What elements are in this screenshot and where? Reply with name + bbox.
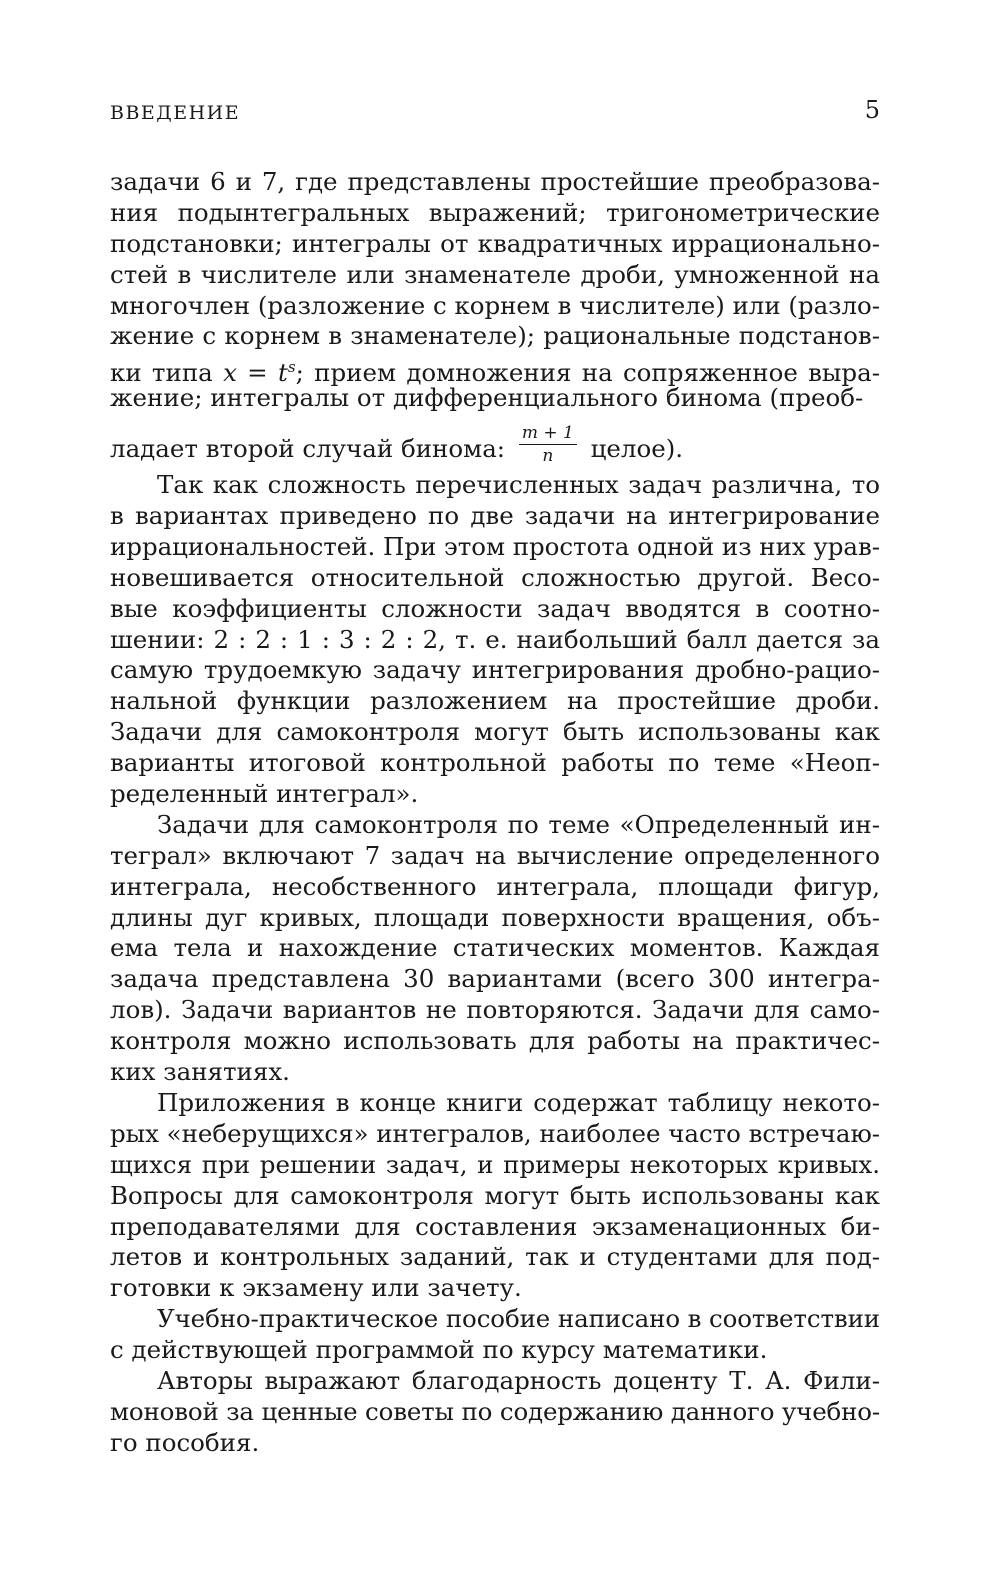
text-line: нальной функции разложением на простейшие дроби. [110, 686, 880, 716]
text-line: Приложения в конце книги содержат таблицу некото- [157, 1087, 880, 1117]
text-line: в вариантах приведено по две задачи на интегрирование [110, 501, 880, 531]
math-variable-x: x [223, 358, 237, 388]
text-line: ния подынтегральных выражений; тригонометрические [110, 197, 880, 227]
text-fragment: целое). [582, 434, 684, 464]
text-line: интеграла, несобственного интеграла, площади фигур, [110, 871, 880, 901]
paragraph-6 [110, 1366, 880, 1459]
text-line: ределенный интеграл». [110, 779, 419, 809]
paragraph-5 [110, 1304, 880, 1366]
paragraph-4 [110, 1088, 880, 1304]
text-line: шении: 2 : 2 : 1 : 3 : 2 : 2, т. е. наибольший балл дается за [110, 624, 880, 654]
text-line: го пособия. [110, 1427, 260, 1457]
text-line: варианты итоговой контрольной работы по теме «Неоп- [110, 748, 880, 778]
text-line: Авторы выражают благодарность доценту Т. А. Фили- [157, 1365, 880, 1395]
text-line: готовки к экзамену или зачету. [110, 1273, 522, 1303]
text-line: многочлен (разложение с корнем в числителе) или (разло- [110, 290, 880, 320]
text-line: жение с корнем в знаменателе); рациональные подстанов- [110, 321, 880, 351]
text-line: длины дуг кривых, площади поверхности вращения, объ- [110, 902, 880, 932]
text-line: новешивается относительной сложностью другой. Весо- [110, 562, 880, 592]
paragraph-1 [110, 167, 880, 470]
text-line: щихся при решении задач, и примеры некоторых кривых. [110, 1149, 880, 1179]
text-fragment: ладает второй случай бинома: [110, 434, 513, 464]
fraction-denominator: n [542, 446, 554, 467]
page-number: 5 [864, 96, 880, 124]
text-line: контроля можно использовать для работы на практичес- [110, 1026, 880, 1056]
paragraph-2 [110, 470, 880, 810]
text-line: моновой за ценные советы по содержанию данного учебно- [110, 1396, 880, 1426]
running-head [110, 96, 880, 136]
text-fragment: ки типа [110, 358, 224, 388]
text-line: Задачи для самоконтроля по теме «Определенный ин- [157, 809, 880, 839]
text-line: задачи 6 и 7, где представлены простейшие преобразова- [110, 167, 880, 196]
text-line: летов и контрольных заданий, так и студентами для под- [110, 1242, 880, 1272]
text-line: лов). Задачи вариантов не повторяются. Задачи для само- [110, 995, 880, 1025]
text-line: жение; интегралы от дифференциального бинома (преоб- [110, 383, 864, 413]
math-equals: = [236, 358, 279, 388]
text-line: преподавателями для составления экзаменационных би- [110, 1211, 880, 1241]
text-line: иррациональностей. При этом простота одной из них урав- [110, 531, 880, 561]
formula-line [110, 414, 880, 470]
text-line: Вопросы для самоконтроля могут быть использованы как [110, 1180, 880, 1210]
text-line: ема тела и нахождение статических моментов. Каждая [110, 933, 880, 963]
text-line: задача представлена 30 вариантами (всего 300 интегра- [110, 964, 880, 994]
text-line: с действующей программой по курсу математики. [110, 1335, 768, 1365]
text-line: Учебно-практическое пособие написано в соответствии [157, 1304, 880, 1334]
math-exponent-s: s [287, 358, 296, 377]
text-line: подстановки; интегралы от квадратичных иррационально- [110, 228, 880, 258]
text-line: вые коэффициенты сложности задач вводятся в соотно- [110, 593, 880, 623]
text-line: самую трудоемкую задачу интегрирования дробно-рацио- [110, 655, 880, 685]
text-line [110, 352, 881, 388]
text-fragment: ; прием домножения на сопряженное выра- [295, 358, 881, 388]
math-variable-t: t [278, 358, 288, 388]
text-line: теграл» включают 7 задач на вычисление определенного [110, 840, 880, 870]
text-line: ких занятиях. [110, 1057, 290, 1087]
text-line: Так как сложность перечисленных задач различна, то [157, 470, 880, 500]
paragraph-3 [110, 810, 880, 1088]
text-line: Задачи для самоконтроля могут быть использованы как [110, 717, 880, 747]
fraction [519, 424, 577, 465]
fraction-numerator: m + 1 [519, 424, 577, 445]
section-title: ВВЕДЕНИЕ [110, 102, 241, 124]
text-line: рых «неберущихся» интегралов, наиболее часто встречаю- [110, 1118, 881, 1148]
body-text [110, 167, 880, 1459]
text-line: стей в числителе или знаменателе дроби, умноженной на [110, 259, 880, 289]
